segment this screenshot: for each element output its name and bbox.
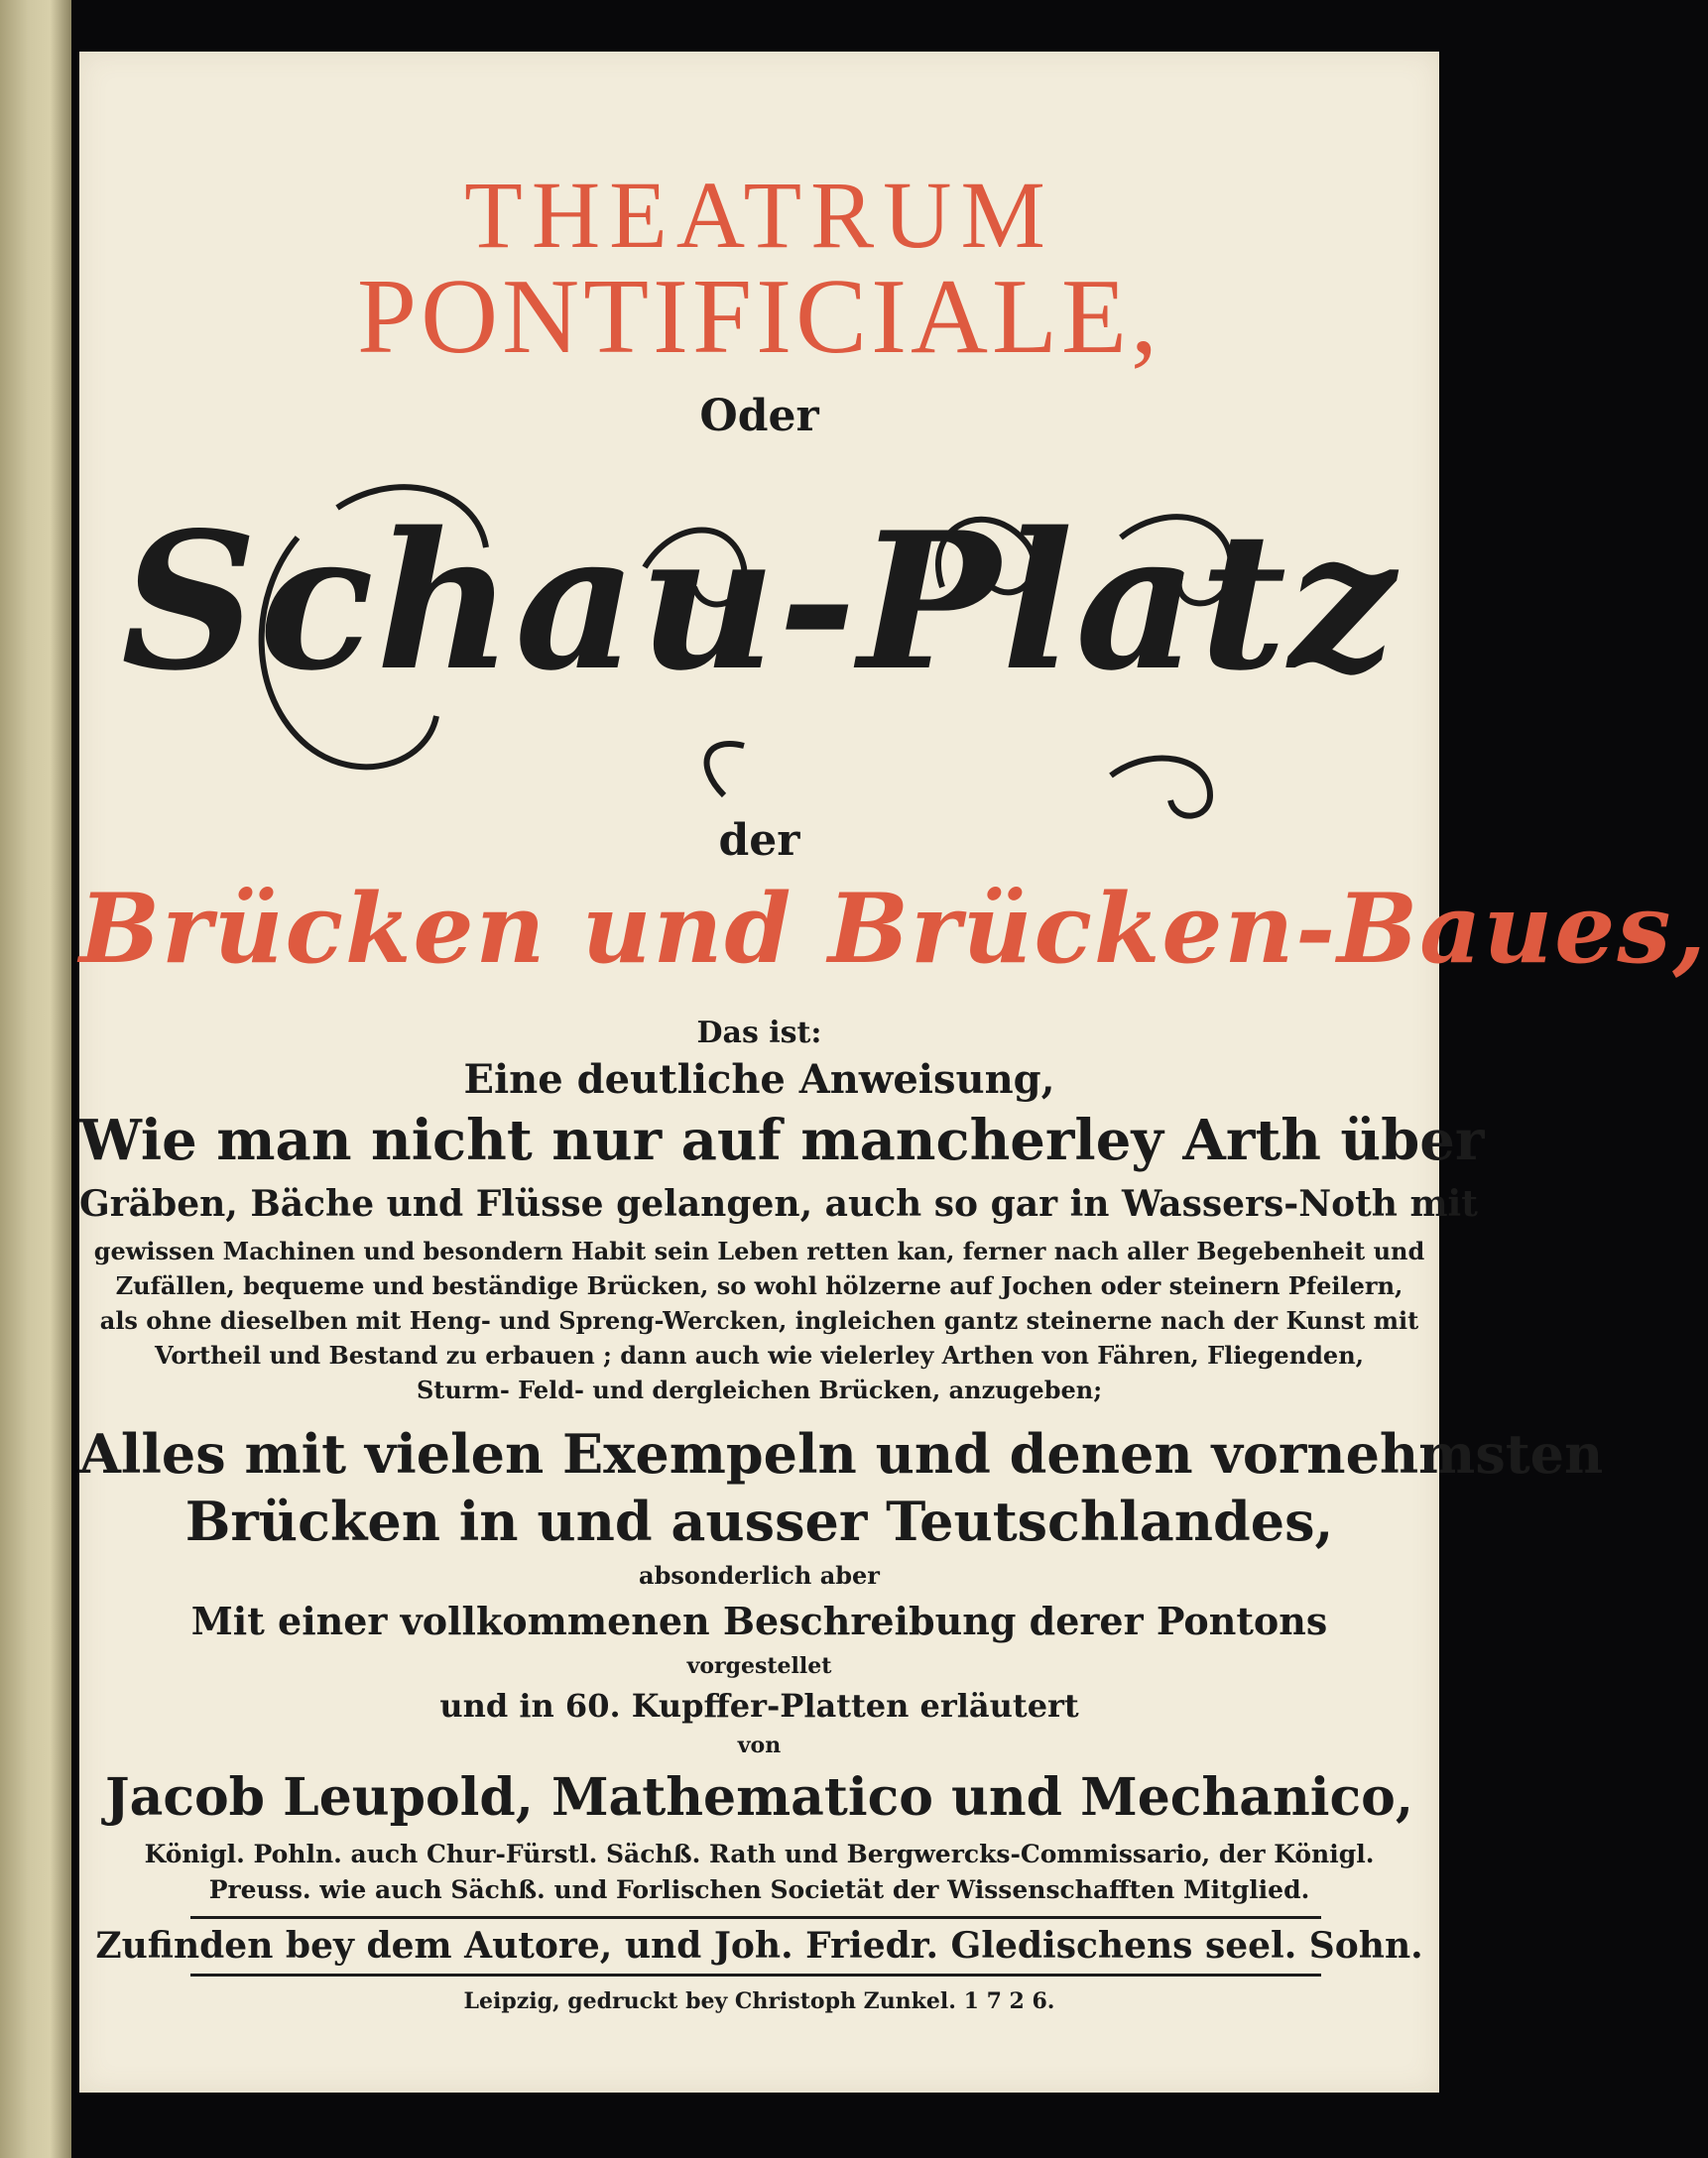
author-line: Jacob Leupold, Mathematico und Mechanico,	[105, 1767, 1413, 1828]
word-der: der	[718, 815, 800, 866]
von: von	[737, 1733, 782, 1758]
author-title-line-1: Königl. Pohln. auch Chur-Fürstl. Sächß. Rath und Bergwercks-Commissario, der Königl.	[144, 1840, 1375, 1868]
title-line-pontificiale: PONTIFICIALE,	[357, 258, 1161, 376]
body-line: gewissen Machinen und besondern Habit sein Leben retten kan, ferner nach aller Begebenheit und	[93, 1237, 1425, 1265]
book-spine-edge	[0, 0, 71, 2158]
das-ist: Das ist:	[696, 1016, 822, 1050]
wie-line: Wie man nicht nur auf mancherley Arth über	[79, 1108, 1485, 1173]
vorgestellet: vorgestellet	[686, 1653, 832, 1679]
author-title-line-2: Preuss. wie auch Sächß. und Forlischen Societät der Wissenschafften Mitglied.	[208, 1875, 1310, 1904]
alles-line-2: Brücken in und ausser Teutschlandes,	[184, 1490, 1334, 1553]
beschreibung-line: Mit einer vollkommenen Beschreibung derer Pontons	[190, 1599, 1328, 1643]
imprint-line: Leipzig, gedruckt bey Christoph Zunkel. 1 7 2 6.	[463, 1988, 1055, 2014]
publisher-line: Zufinden bey dem Autore, und Joh. Friedr. Gledischens seel. Sohn.	[95, 1925, 1423, 1967]
graben-line: Gräben, Bäche und Flüsse gelangen, auch so gar in Wassers-Noth mit	[79, 1183, 1478, 1225]
alles-line-1: Alles mit vielen Exempeln und denen vornehmsten	[79, 1422, 1604, 1486]
divider-top	[190, 1916, 1321, 1919]
body-line: Zufällen, bequeme und beständige Brücken, so wohl hölzerne auf Jochen oder steinern Pfeilern,	[115, 1271, 1403, 1300]
absonderlich-aber: absonderlich aber	[639, 1561, 880, 1590]
body-line: als ohne dieselben mit Heng- und Spreng-Wercken, ingleichen gantz steinerne nach der Kunst mit	[99, 1306, 1419, 1335]
body-line: Sturm- Feld- und dergleichen Brücken, anzugeben;	[416, 1376, 1103, 1404]
kupffer-line: und in 60. Kupffer-Platten erläutert	[439, 1687, 1079, 1725]
subtitle-bruecken-baues: Brücken und Brücken-Baues,	[79, 873, 1708, 985]
word-oder: Oder	[699, 391, 819, 441]
divider-bottom	[190, 1974, 1321, 1977]
main-title-schau-platz: Schau-Platz	[121, 491, 1398, 712]
title-page	[79, 52, 1708, 2093]
body-line: Vortheil und Bestand zu erbauen ; dann auch wie vielerley Arthen von Fähren, Fliegenden,	[155, 1341, 1364, 1370]
title-line-theatrum: THEATRUM	[464, 162, 1054, 268]
anweisung-line: Eine deutliche Anweisung,	[463, 1056, 1055, 1103]
